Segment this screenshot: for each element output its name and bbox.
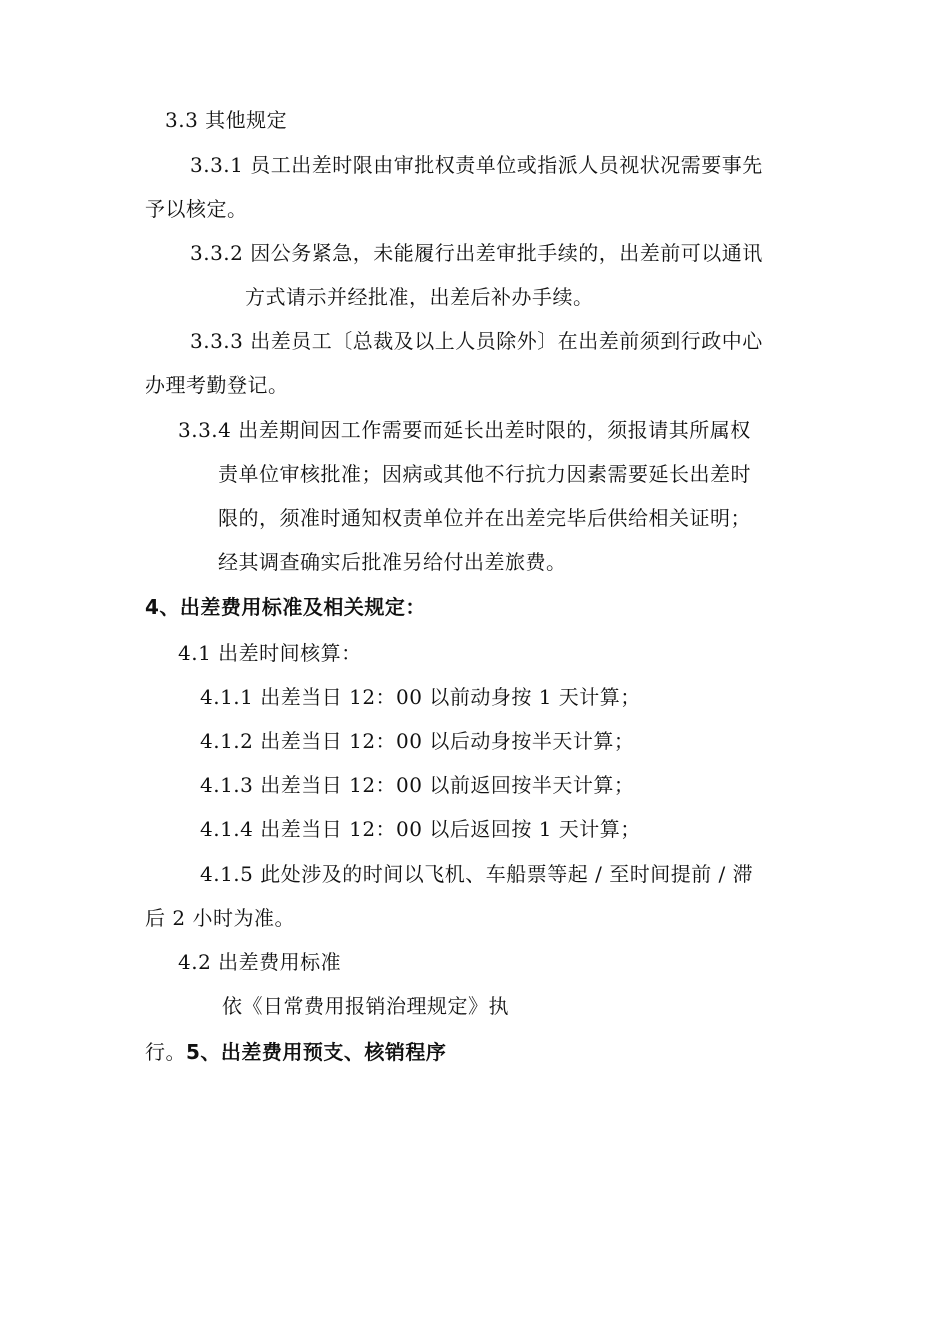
section-4-2-heading: 4.2 出差费用标准	[178, 950, 342, 974]
item-4-1-5-line-1: 4.1.5 此处涉及的时间以飞机、车船票等起 / 至时间提前 / 滞	[200, 862, 754, 886]
item-4-1-2: 4.1.2 出差当日 12：00 以后动身按半天计算；	[200, 729, 635, 753]
item-4-1-1: 4.1.1 出差当日 12：00 以前动身按 1 天计算；	[200, 685, 641, 709]
section-4-heading: 4、出差费用标准及相关规定：	[145, 595, 426, 619]
paragraph-3-3-1-line-2: 予以核定。	[145, 197, 248, 221]
item-4-1-5-line-2: 后 2 小时为准。	[145, 906, 295, 930]
item-4-1-3: 4.1.3 出差当日 12：00 以前返回按半天计算；	[200, 773, 635, 797]
paragraph-3-3-2-line-1: 3.3.2 因公务紧急，未能履行出差审批手续的，出差前可以通讯	[190, 241, 763, 265]
paragraph-3-3-4-line-4: 经其调查确实后批准另给付出差旅费。	[218, 550, 567, 574]
paragraph-3-3-4-line-3: 限的，须准时通知权责单位并在出差完毕后供给相关证明；	[218, 506, 751, 530]
paragraph-4-2-line-1: 依《日常费用报销治理规定》执	[222, 994, 509, 1018]
paragraph-3-3-1-line-1: 3.3.1 员工出差时限由审批权责单位或指派人员视状况需要事先	[190, 153, 763, 177]
paragraph-3-3-3-line-2: 办理考勤登记。	[145, 373, 289, 397]
paragraph-3-3-4-line-1: 3.3.4 出差期间因工作需要而延长出差时限的，须报请其所属权	[178, 418, 751, 442]
paragraph-3-3-4-line-2: 责单位审核批准；因病或其他不行抗力因素需要延长出差时	[218, 462, 751, 486]
section-4-1-heading: 4.1 出差时间核算：	[178, 641, 362, 665]
paragraph-3-3-3-line-1: 3.3.3 出差员工〔总裁及以上人员除外〕在出差前须到行政中心	[190, 329, 763, 353]
section-3-3-heading: 3.3 其他规定	[165, 108, 288, 132]
paragraph-3-3-2-line-2: 方式请示并经批准，出差后补办手续。	[245, 285, 594, 309]
item-4-1-4: 4.1.4 出差当日 12：00 以后返回按 1 天计算；	[200, 817, 641, 841]
paragraph-4-2-line-2	[145, 1038, 446, 1066]
section-5-heading: 5、出差费用预支、核销程序	[186, 1040, 447, 1064]
paragraph-4-2-tail: 行。	[145, 1040, 186, 1064]
